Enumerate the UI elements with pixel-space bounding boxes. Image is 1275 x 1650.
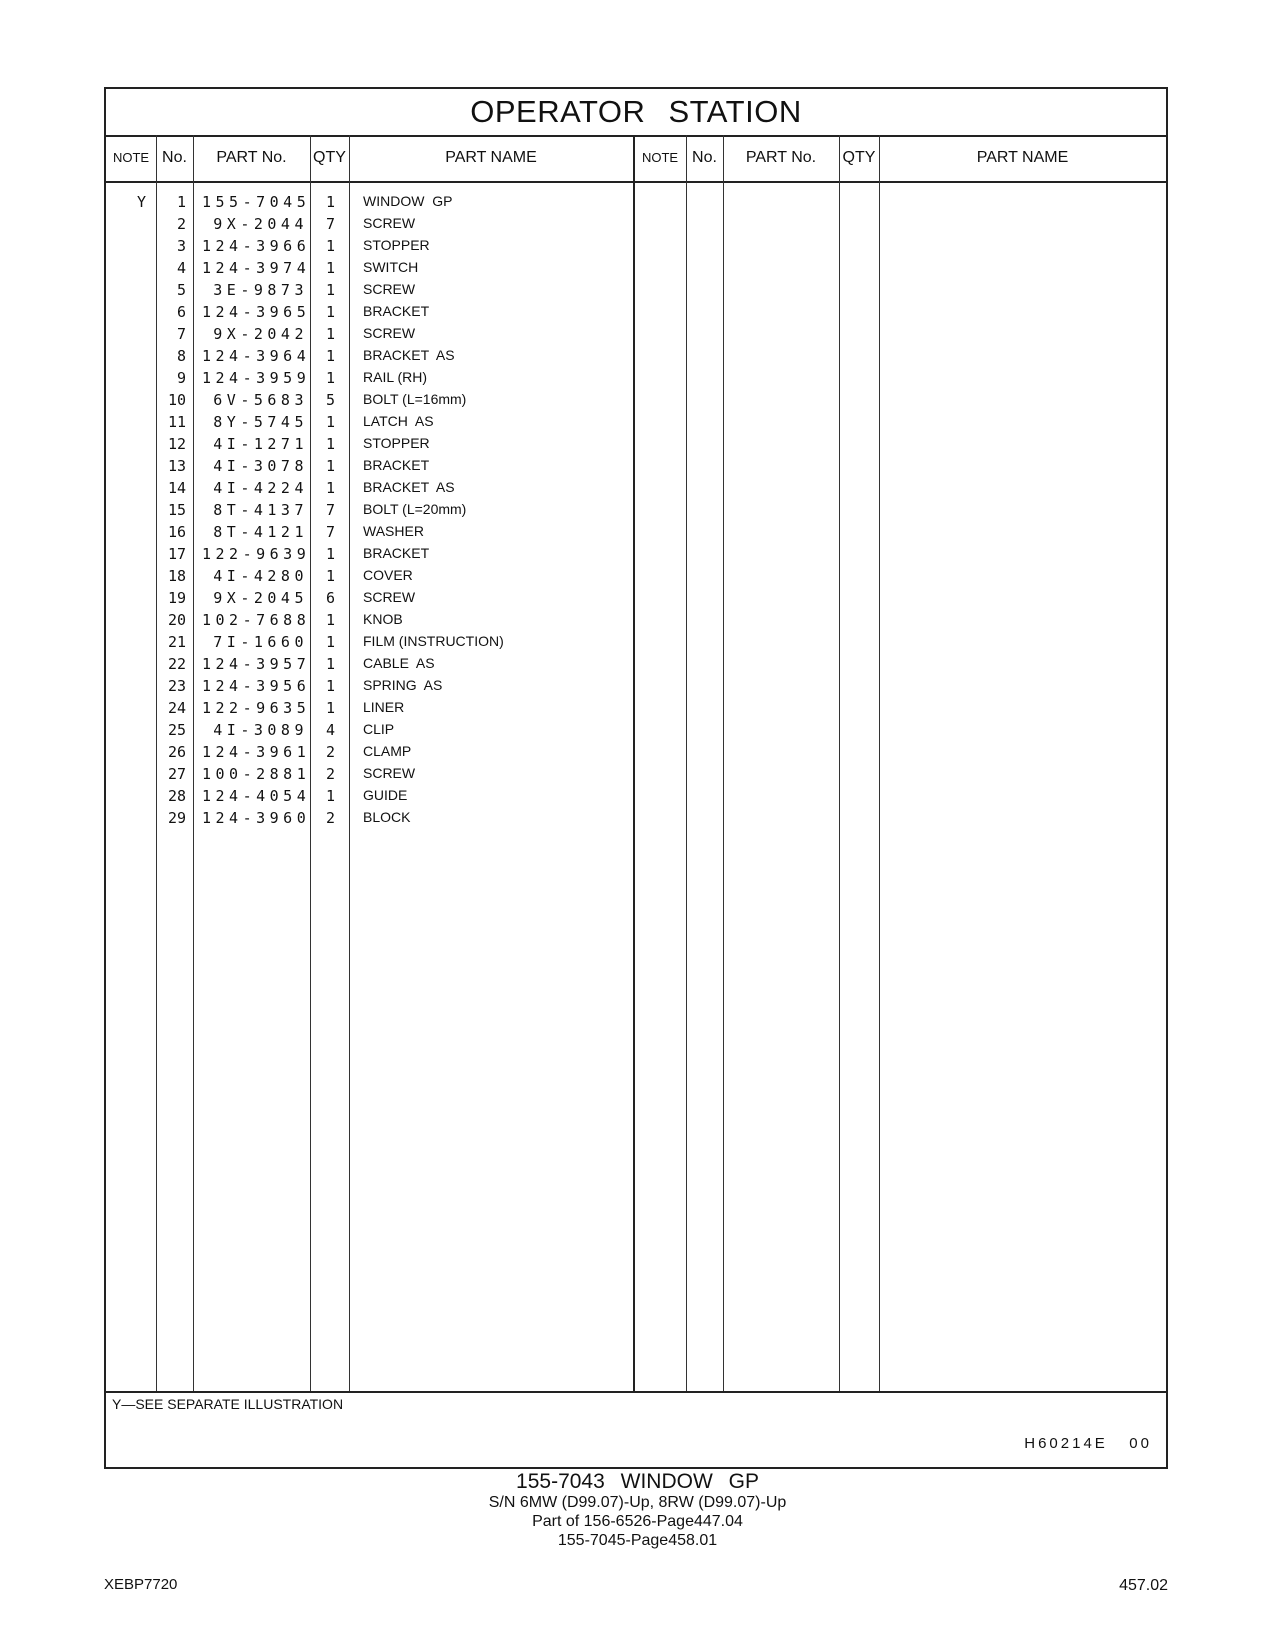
- row-part-name: SCREW: [363, 765, 416, 781]
- row-part-number: 3E-9873: [213, 281, 308, 299]
- table-row: [106, 215, 633, 237]
- table-row: [106, 567, 633, 589]
- row-quantity: 1: [325, 193, 335, 211]
- row-part-number: 4I-3089: [213, 721, 308, 739]
- caption-details: [0, 1493, 1275, 1550]
- table-row: [106, 787, 633, 809]
- row-part-name: CLIP: [363, 721, 395, 737]
- table-row: [106, 435, 633, 457]
- table-header-row: [106, 135, 1166, 183]
- row-part-name: CLAMP: [363, 743, 412, 759]
- row-part-number: 9X-2042: [213, 325, 308, 343]
- row-number: 10: [167, 391, 186, 409]
- row-number: 5: [176, 281, 186, 299]
- row-part-number: 124-3956: [202, 677, 311, 695]
- table-row: [106, 677, 633, 699]
- row-part-number: 6V-5683: [213, 391, 308, 409]
- row-part-name: COVER: [363, 567, 413, 583]
- row-note: Y: [136, 193, 146, 211]
- row-part-number: 124-4054: [202, 787, 311, 805]
- row-part-name: SCREW: [363, 215, 416, 231]
- table-row: [106, 545, 633, 567]
- row-part-name: WASHER: [363, 523, 424, 539]
- table-row: [106, 413, 633, 435]
- header-part-name-right: PART NAME: [976, 149, 1069, 166]
- row-part-name: FILM (INSTRUCTION): [363, 633, 504, 649]
- section-title: OPERATOR STATION: [106, 89, 1166, 137]
- row-part-number: 122-9635: [202, 699, 311, 717]
- row-part-number: 4I-1271: [213, 435, 308, 453]
- caption-part-of: Part of 156-6526-Page447.04: [532, 1513, 743, 1530]
- header-part-no-right: PART No.: [745, 149, 817, 166]
- row-part-name: BRACKET AS: [363, 479, 455, 495]
- row-part-number: 4I-4280: [213, 567, 308, 585]
- row-quantity: 1: [325, 479, 335, 497]
- row-part-name: SCREW: [363, 325, 416, 341]
- document-id: XEBP7720: [104, 1576, 178, 1593]
- row-number: 3: [176, 237, 186, 255]
- row-quantity: 1: [325, 369, 335, 387]
- table-row: [106, 633, 633, 655]
- row-quantity: 6: [325, 589, 335, 607]
- row-quantity: 1: [325, 237, 335, 255]
- row-part-number: 9X-2044: [213, 215, 308, 233]
- table-row: [106, 699, 633, 721]
- row-quantity: 1: [325, 787, 335, 805]
- table-row: [106, 457, 633, 479]
- table-row: [106, 281, 633, 303]
- row-part-name: BRACKET: [363, 545, 430, 561]
- row-quantity: 1: [325, 545, 335, 563]
- row-part-number: 124-3965: [202, 303, 311, 321]
- table-row: [106, 325, 633, 347]
- row-part-name: SCREW: [363, 589, 416, 605]
- row-quantity: 1: [325, 413, 335, 431]
- row-number: 2: [176, 215, 186, 233]
- row-quantity: 1: [325, 435, 335, 453]
- row-part-name: SWITCH: [363, 259, 419, 275]
- row-part-name: WINDOW GP: [363, 193, 453, 209]
- row-number: 28: [167, 787, 186, 805]
- row-part-name: LATCH AS: [363, 413, 434, 429]
- row-number: 20: [167, 611, 186, 629]
- row-part-number: 8Y-5745: [213, 413, 308, 431]
- row-part-number: 155-7045: [202, 193, 311, 211]
- caption-title: 155-7043 WINDOW GP: [516, 1470, 759, 1493]
- row-part-name: STOPPER: [363, 435, 430, 451]
- table-row: [106, 655, 633, 677]
- header-qty-right: QTY: [842, 149, 876, 166]
- row-part-name: BRACKET AS: [363, 347, 455, 363]
- table-row: [106, 589, 633, 611]
- row-quantity: 7: [325, 523, 335, 541]
- row-number: 7: [176, 325, 186, 343]
- row-part-number: 124-3960: [202, 809, 311, 827]
- row-quantity: 1: [325, 611, 335, 629]
- row-part-name: BOLT (L=20mm): [363, 501, 467, 517]
- table-row: [106, 479, 633, 501]
- row-part-name: BOLT (L=16mm): [363, 391, 467, 407]
- row-quantity: 7: [325, 215, 335, 233]
- row-part-name: STOPPER: [363, 237, 430, 253]
- table-row: [106, 611, 633, 633]
- row-number: 16: [167, 523, 186, 541]
- header-no-right: No.: [692, 149, 717, 166]
- row-quantity: 1: [325, 281, 335, 299]
- row-part-number: 102-7688: [202, 611, 311, 629]
- table-row: [106, 303, 633, 325]
- row-quantity: 1: [325, 259, 335, 277]
- row-part-number: 8T-4137: [213, 501, 308, 519]
- row-part-number: 9X-2045: [213, 589, 308, 607]
- row-quantity: 7: [325, 501, 335, 519]
- row-number: 4: [176, 259, 186, 277]
- row-number: 18: [167, 567, 186, 585]
- row-quantity: 5: [325, 391, 335, 409]
- illustration-code: H60214E 00: [1024, 1435, 1152, 1452]
- row-part-name: LINER: [363, 699, 405, 715]
- row-part-number: 124-3966: [202, 237, 311, 255]
- row-number: 22: [167, 655, 186, 673]
- table-row: [106, 743, 633, 765]
- row-part-name: CABLE AS: [363, 655, 435, 671]
- header-part-name-left: PART NAME: [445, 149, 537, 166]
- row-number: 1: [176, 193, 186, 211]
- table-row: [106, 369, 633, 391]
- row-number: 13: [167, 457, 186, 475]
- table-row: [106, 391, 633, 413]
- row-part-number: 4I-4224: [213, 479, 308, 497]
- row-quantity: 1: [325, 457, 335, 475]
- table-row: [106, 523, 633, 545]
- header-part-no-left: PART No.: [216, 149, 287, 166]
- row-part-number: 124-3959: [202, 369, 311, 387]
- footnote: Y—SEE SEPARATE ILLUSTRATION: [112, 1396, 344, 1412]
- row-part-name: BLOCK: [363, 809, 411, 825]
- caption-reference: 155-7045-Page458.01: [557, 1532, 718, 1549]
- row-number: 17: [167, 545, 186, 563]
- row-part-number: 124-3964: [202, 347, 311, 365]
- row-number: 25: [167, 721, 186, 739]
- table-row: [106, 765, 633, 787]
- page-number: 457.02: [1119, 1577, 1168, 1594]
- row-part-number: 100-2881: [202, 765, 311, 783]
- parts-list: [106, 181, 1166, 1391]
- row-part-number: 124-3957: [202, 655, 311, 673]
- header-note-right: NOTE: [641, 150, 679, 165]
- row-part-name: RAIL (RH): [363, 369, 428, 385]
- row-quantity: 1: [325, 567, 335, 585]
- row-number: 24: [167, 699, 186, 717]
- row-quantity: 1: [325, 347, 335, 365]
- footer-divider: [106, 1391, 1166, 1393]
- row-part-number: 8T-4121: [213, 523, 308, 541]
- row-part-number: 124-3974: [202, 259, 311, 277]
- row-part-name: KNOB: [363, 611, 403, 627]
- row-part-name: GUIDE: [363, 787, 408, 803]
- row-number: 26: [167, 743, 186, 761]
- row-number: 27: [167, 765, 186, 783]
- row-number: 23: [167, 677, 186, 695]
- table-row: [106, 501, 633, 523]
- row-number: 6: [176, 303, 186, 321]
- row-number: 8: [176, 347, 186, 365]
- row-part-name: SPRING AS: [363, 677, 443, 693]
- row-part-number: 4I-3078: [213, 457, 308, 475]
- row-part-number: 122-9639: [202, 545, 311, 563]
- row-quantity: 2: [325, 809, 335, 827]
- row-part-name: BRACKET: [363, 457, 430, 473]
- row-number: 19: [167, 589, 186, 607]
- row-part-name: SCREW: [363, 281, 416, 297]
- table-row: [106, 193, 633, 215]
- parts-table-frame: [104, 87, 1168, 1469]
- row-number: 15: [167, 501, 186, 519]
- row-quantity: 1: [325, 325, 335, 343]
- table-row: [106, 809, 633, 831]
- row-number: 29: [167, 809, 186, 827]
- row-number: 14: [167, 479, 186, 497]
- row-part-name: BRACKET: [363, 303, 430, 319]
- row-number: 11: [167, 413, 186, 431]
- table-row: [106, 259, 633, 281]
- row-number: 12: [167, 435, 186, 453]
- row-number: 21: [167, 633, 186, 651]
- row-number: 9: [176, 369, 186, 387]
- row-part-number: 124-3961: [202, 743, 311, 761]
- caption-serial-range: S/N 6MW (D99.07)-Up, 8RW (D99.07)-Up: [488, 1494, 787, 1511]
- table-row: [106, 347, 633, 369]
- header-no-left: No.: [162, 149, 187, 166]
- table-row: [106, 721, 633, 743]
- row-quantity: 2: [325, 765, 335, 783]
- row-part-number: 7I-1660: [213, 633, 308, 651]
- header-qty-left: QTY: [313, 149, 346, 166]
- row-quantity: 1: [325, 633, 335, 651]
- row-quantity: 4: [325, 721, 335, 739]
- row-quantity: 1: [325, 677, 335, 695]
- header-note-left: NOTE: [112, 150, 150, 165]
- row-quantity: 1: [325, 699, 335, 717]
- table-row: [106, 237, 633, 259]
- row-quantity: 1: [325, 303, 335, 321]
- row-quantity: 1: [325, 655, 335, 673]
- row-quantity: 2: [325, 743, 335, 761]
